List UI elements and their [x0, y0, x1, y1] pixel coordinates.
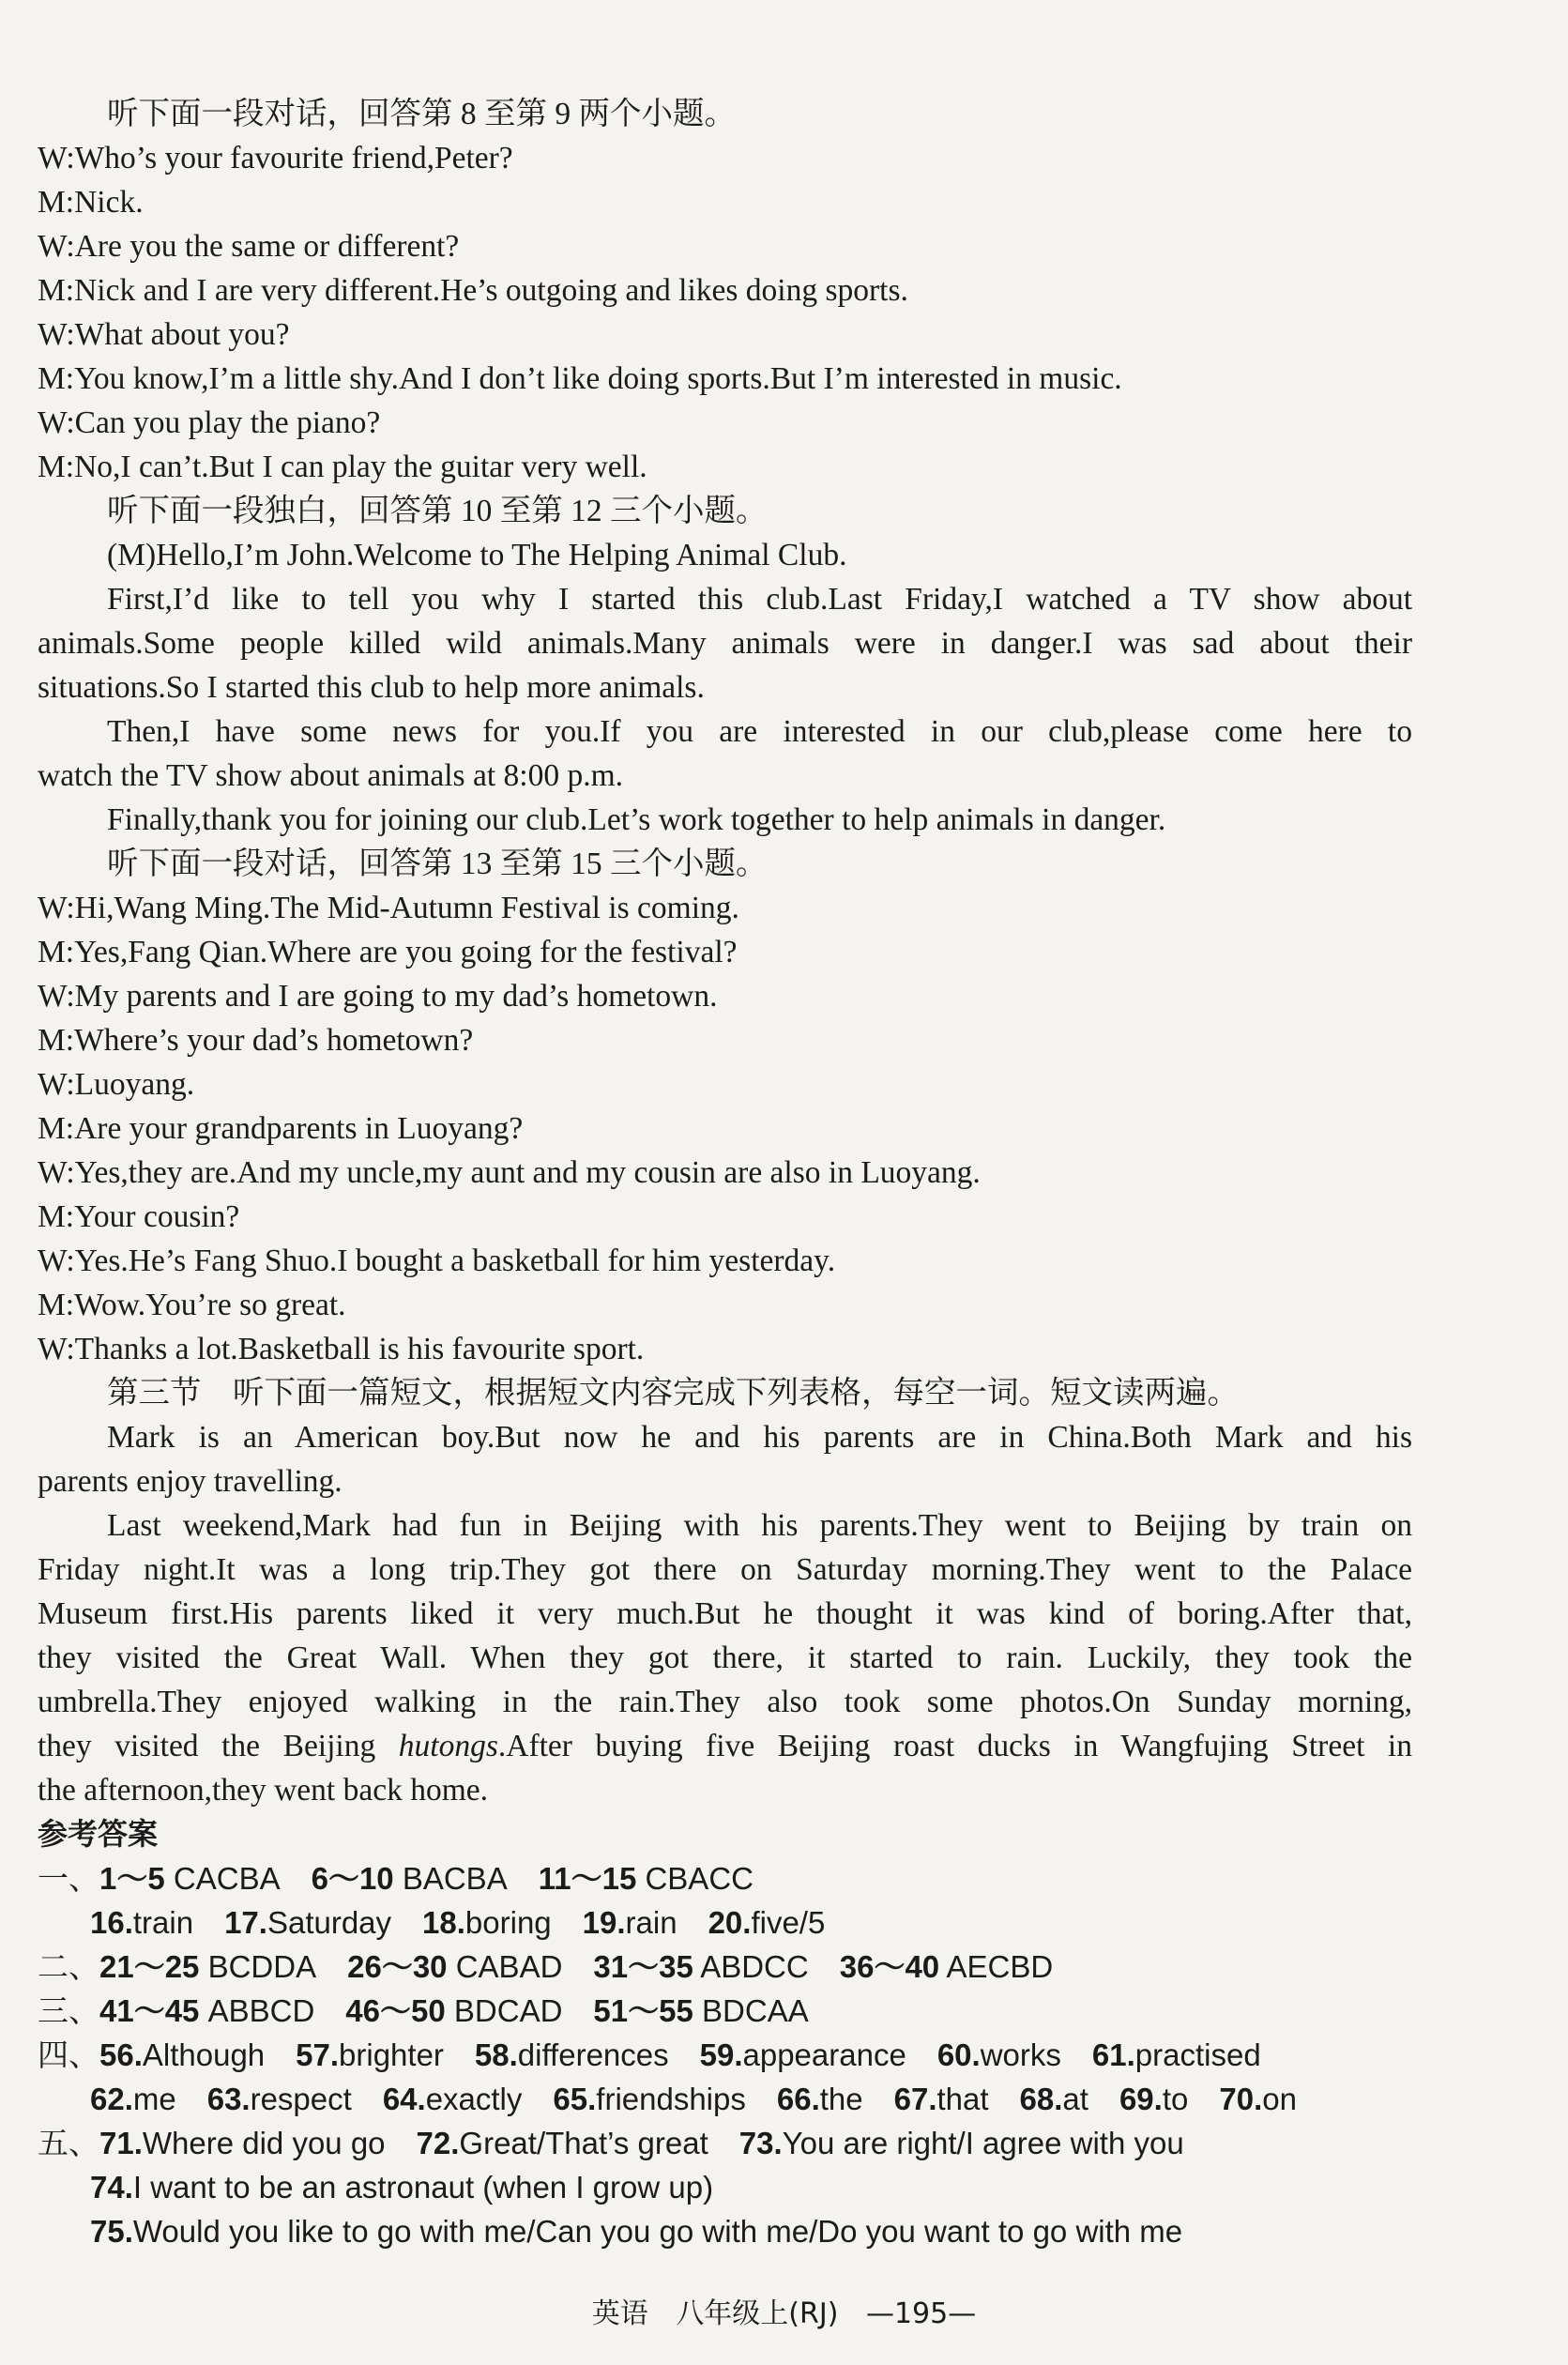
- answer-row-4: [38, 2033, 1412, 2077]
- answer-num: 18.: [422, 1905, 465, 1940]
- answer-range: 51～55: [593, 1993, 693, 2028]
- answer-range: 21～25: [99, 1949, 200, 1984]
- answer-num: 20.: [708, 1905, 752, 1940]
- answer-value: me: [132, 2082, 176, 2116]
- passage-line: Friday night.It was a long trip.They got there on Saturday morning.They went to the Palace: [38, 1552, 1412, 1587]
- answer-value: Although: [142, 2037, 266, 2072]
- answer-num: 56.: [99, 2037, 143, 2072]
- dialog-line: M:Wow.You’re so great.: [38, 1288, 346, 1322]
- answer-range: 26～30: [347, 1949, 448, 1984]
- answer-num: 75.: [90, 2214, 133, 2249]
- passage-line: Museum first.His parents liked it very much.But he thought it was kind of boring.After that,: [38, 1596, 1412, 1631]
- passage-line: the afternoon,they went back home.: [38, 1773, 488, 1808]
- answer-range: 46～50: [345, 1993, 446, 2028]
- answer-value: to: [1162, 2082, 1189, 2116]
- answer-row-1: [38, 1856, 1412, 1900]
- answer-value: differences: [517, 2037, 669, 2072]
- answer-value: Would you like to go with me/Can you go with me/Do you want to go with me: [132, 2214, 1183, 2249]
- dialog-line: W:My parents and I are going to my dad’s hometown.: [38, 979, 718, 1014]
- answer-range: 6～10: [311, 1861, 394, 1896]
- answer-value: appearance: [742, 2037, 906, 2072]
- instruction-10-12: 听下面一段独白，回答第 10 至第 12 三个小题。: [107, 494, 768, 528]
- answer-value: train: [132, 1905, 194, 1940]
- answer-num: 64.: [382, 2082, 426, 2116]
- dialog-line: M:Your cousin?: [38, 1199, 240, 1234]
- dialog-line: W:Who’s your favourite friend,Peter?: [38, 141, 513, 175]
- passage-line: Mark is an American boy.But now he and his parents are in China.Both Mark and his: [107, 1420, 1412, 1455]
- answer-num: 67.: [893, 2082, 937, 2116]
- passage-italic-word: hutongs: [398, 1729, 498, 1763]
- dialog-line: M:Nick.: [38, 185, 144, 220]
- answer-value: rain: [625, 1905, 677, 1940]
- answer-num: 19.: [582, 1905, 626, 1940]
- section-marker: 五、: [38, 2126, 99, 2160]
- answer-row-5: [38, 2121, 1412, 2165]
- dialog-line: M:Where’s your dad’s hometown?: [38, 1023, 474, 1058]
- answer-num: 65.: [553, 2082, 597, 2116]
- passage-text: .After buying five Beijing roast ducks in Wangfujing Street in: [497, 1729, 1412, 1763]
- answer-value: brighter: [339, 2037, 444, 2072]
- dialog-line: W:Luoyang.: [38, 1067, 195, 1102]
- dialog-2: [38, 886, 1412, 1371]
- answer-num: 73.: [738, 2126, 783, 2160]
- monologue-line: watch the TV show about animals at 8:00 p.m.: [38, 758, 624, 793]
- answer-range: 31～35: [593, 1949, 693, 1984]
- section-marker: 二、: [38, 1949, 99, 1984]
- section-3-instruction: 第三节 听下面一篇短文，根据短文内容完成下列表格，每空一词。短文读两遍。: [107, 1376, 1239, 1411]
- answer-num: 59.: [699, 2037, 743, 2072]
- answer-num: 68.: [1019, 2082, 1063, 2116]
- page-content: [38, 92, 1412, 2253]
- answer-num: 69.: [1119, 2082, 1163, 2116]
- section-marker: 三、: [38, 1993, 99, 2028]
- footer-grade: 八年级上(RJ): [676, 2297, 839, 2330]
- answer-num: 71.: [99, 2126, 143, 2160]
- answer-value: You are right/I agree with you: [782, 2126, 1184, 2160]
- answer-num: 16.: [90, 1905, 133, 1940]
- section-marker: 一、: [38, 1861, 99, 1896]
- dialog-line: M:Nick and I are very different.He’s outgoing and likes doing sports.: [38, 273, 908, 308]
- monologue-line: animals.Some people killed wild animals.Many animals were in danger.I was sad about their: [38, 626, 1412, 661]
- dialog-line: W:Can you play the piano?: [38, 405, 381, 440]
- answer-value: five/5: [751, 1905, 826, 1940]
- answer-value: CBACC: [645, 1861, 754, 1896]
- passage-line: parents enjoy travelling.: [38, 1464, 343, 1499]
- answer-value: AECBD: [946, 1949, 1054, 1984]
- answer-75: [38, 2209, 1412, 2253]
- passage-line: they visited the Great Wall. When they got there, it started to rain. Luckily, they took the: [38, 1640, 1412, 1675]
- answer-value: BDCAD: [453, 1993, 563, 2028]
- answer-range: 41～45: [99, 1993, 200, 2028]
- passage-text: they visited the Beijing: [38, 1729, 399, 1763]
- answer-num: 60.: [936, 2037, 981, 2072]
- answers-heading: 参考答案: [38, 1816, 159, 1852]
- answer-74: [38, 2165, 1412, 2209]
- answer-value: BACBA: [402, 1861, 508, 1896]
- passage-line: Last weekend,Mark had fun in Beijing with his parents.They went to Beijing by train on: [107, 1508, 1412, 1543]
- answer-range: 1～5: [99, 1861, 165, 1896]
- passage-line: umbrella.They enjoyed walking in the rain.They also took some photos.On Sunday morning,: [38, 1685, 1412, 1719]
- answer-value: the: [819, 2082, 863, 2116]
- answer-row-3: [38, 1989, 1412, 2033]
- monologue-intro: (M)Hello,I’m John.Welcome to The Helping Animal Club.: [107, 538, 847, 572]
- dialog-line: M:Yes,Fang Qian.Where are you going for the festival?: [38, 935, 738, 969]
- page-footer: [0, 2290, 1568, 2331]
- answer-num: 63.: [206, 2082, 251, 2116]
- answer-range: 36～40: [839, 1949, 940, 1984]
- answer-value: CABAD: [455, 1949, 563, 1984]
- answer-value: respect: [250, 2082, 352, 2116]
- answer-num: 66.: [776, 2082, 820, 2116]
- answer-num: 58.: [474, 2037, 518, 2072]
- answer-value: ABBCD: [207, 1993, 315, 2028]
- answer-num: 17.: [224, 1905, 267, 1940]
- answer-value: at: [1062, 2082, 1088, 2116]
- dialog-line: W:Yes,they are.And my uncle,my aunt and my cousin are also in Luoyang.: [38, 1155, 981, 1190]
- answer-num: 70.: [1219, 2082, 1263, 2116]
- dialog-line: W:Are you the same or different?: [38, 229, 460, 264]
- answer-value: works: [980, 2037, 1061, 2072]
- answer-num: 62.: [90, 2082, 133, 2116]
- dialog-line: W:Thanks a lot.Basketball is his favourite sport.: [38, 1332, 645, 1366]
- dialog-line: M:You know,I’m a little shy.And I don’t like doing sports.But I’m interested in music.: [38, 361, 1122, 396]
- answer-value: CACBA: [173, 1861, 281, 1896]
- answer-value: ABDCC: [700, 1949, 809, 1984]
- answer-row-4b: [38, 2077, 1412, 2121]
- dialog-line: M:Are your grandparents in Luoyang?: [38, 1111, 524, 1146]
- dialog-line: M:No,I can’t.But I can play the guitar very well.: [38, 450, 647, 484]
- answer-value: boring: [464, 1905, 552, 1940]
- answer-row-1b: [38, 1900, 1412, 1945]
- page-number: —195—: [865, 2297, 977, 2330]
- monologue-line: First,I’d like to tell you why I started this club.Last Friday,I watched a TV show about: [107, 582, 1412, 617]
- answer-value: practised: [1134, 2037, 1261, 2072]
- answer-range: 11～15: [538, 1861, 637, 1896]
- footer-subject: 英语: [591, 2297, 648, 2330]
- answer-value: Where did you go: [142, 2126, 386, 2160]
- dialog-line: W:Yes.He’s Fang Shuo.I bought a basketball for him yesterday.: [38, 1244, 836, 1278]
- answer-num: 72.: [416, 2126, 460, 2160]
- section-marker: 四、: [38, 2037, 99, 2072]
- answer-row-2: [38, 1945, 1412, 1989]
- answer-num: 74.: [90, 2170, 133, 2205]
- answer-value: on: [1262, 2082, 1297, 2116]
- dialog-line: W:What about you?: [38, 317, 290, 352]
- answer-num: 57.: [296, 2037, 340, 2072]
- instruction-13-15: 听下面一段对话，回答第 13 至第 15 三个小题。: [107, 847, 768, 881]
- answer-value: I want to be an astronaut (when I grow up): [132, 2170, 714, 2205]
- monologue-line: Finally,thank you for joining our club.Let’s work together to help animals in danger.: [107, 802, 1166, 837]
- passage-line: [38, 1724, 1412, 1768]
- dialog-line: W:Hi,Wang Ming.The Mid-Autumn Festival is coming.: [38, 891, 739, 925]
- answer-value: BCDDA: [207, 1949, 317, 1984]
- answer-value: friendships: [596, 2082, 746, 2116]
- answer-value: Great/That’s great: [459, 2126, 708, 2160]
- answer-value: that: [936, 2082, 989, 2116]
- dialog-1: [38, 136, 1412, 489]
- answer-value: exactly: [425, 2082, 523, 2116]
- answer-value: Saturday: [266, 1905, 392, 1940]
- answer-num: 61.: [1091, 2037, 1135, 2072]
- monologue-line: situations.So I started this club to help more animals.: [38, 670, 705, 705]
- monologue-line: Then,I have some news for you.If you are interested in our club,please come here to: [107, 714, 1412, 749]
- instruction-8-9: 听下面一段对话，回答第 8 至第 9 两个小题。: [107, 97, 736, 131]
- answer-value: BDCAA: [702, 1993, 809, 2028]
